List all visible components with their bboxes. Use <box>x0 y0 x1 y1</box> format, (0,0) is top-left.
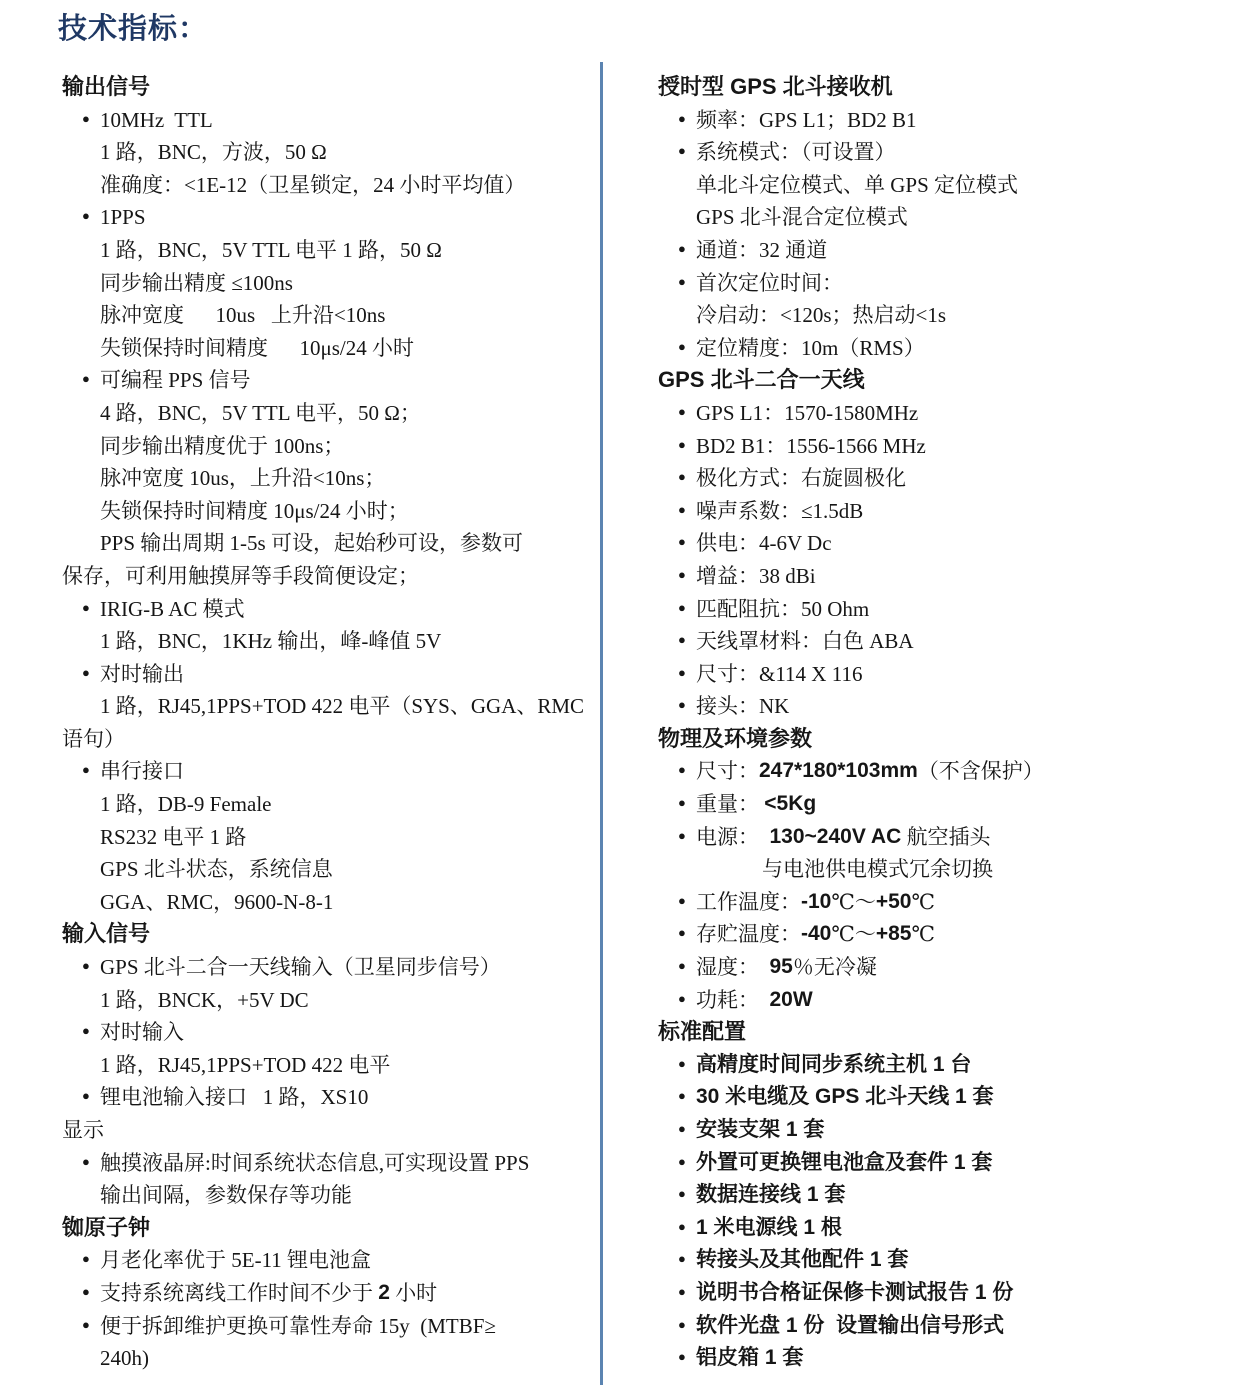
spec-line <box>62 1277 592 1310</box>
text-segment: <5Kg <box>764 792 817 816</box>
spec-line <box>658 397 1236 430</box>
spec-line <box>62 560 592 593</box>
bullet-icon: ● <box>678 762 686 778</box>
text-segment: +85 <box>875 922 912 946</box>
text-segment: 可编程 PPS 信号 <box>100 368 251 393</box>
text-segment: 小时 <box>389 1280 438 1305</box>
text-segment: 高精度时间同步系统主机 1 台 <box>696 1052 972 1076</box>
section-header <box>658 364 1236 397</box>
bullet-icon: ● <box>82 599 90 615</box>
spec-line <box>658 267 1236 300</box>
spec-line <box>658 1114 1236 1147</box>
bullet-icon: ● <box>678 469 686 485</box>
text-segment: 物理及环境参数 <box>658 725 813 751</box>
left-column <box>62 71 592 1375</box>
spec-line <box>658 1147 1236 1180</box>
text-segment: GPS 北斗二合一天线输入（卫星同步信号） <box>100 955 501 980</box>
spec-line <box>62 397 592 430</box>
text-segment: 尺寸： <box>696 759 759 784</box>
right-column <box>658 71 1236 1375</box>
spec-line <box>658 234 1236 267</box>
section-header <box>62 71 592 104</box>
text-segment: 铷原子钟 <box>62 1214 151 1240</box>
spec-line <box>62 267 592 300</box>
bullet-icon: ● <box>82 1251 90 1267</box>
spec-line <box>658 104 1236 137</box>
text-segment: 失锁保持时间精度 10μs/24 小时 <box>100 335 415 360</box>
text-segment: 支持系统离线工作时间不少于 <box>100 1280 379 1305</box>
text-segment: 匹配阻抗：50 Ohm <box>696 596 870 621</box>
spec-line <box>658 886 1236 919</box>
text-segment: 电源： <box>696 824 770 849</box>
text-segment: ℃～ <box>831 889 876 914</box>
bullet-icon: ● <box>678 697 686 713</box>
bullet-icon: ● <box>678 990 686 1006</box>
spec-line <box>62 1049 592 1082</box>
text-segment: 同步输出精度优于 100ns； <box>100 433 345 458</box>
spec-line <box>658 1212 1236 1245</box>
bullet-icon: ● <box>82 1153 90 1169</box>
text-segment: 供电：4-6V Dc <box>696 531 832 556</box>
spec-line <box>62 821 592 854</box>
text-segment: ℃ <box>911 889 935 914</box>
text-segment: 247*180*103mm <box>759 759 918 783</box>
text-segment: GPS L1：1570-1580MHz <box>696 400 919 425</box>
text-segment: 工作温度： <box>696 889 801 914</box>
bullet-icon: ● <box>678 436 686 452</box>
spec-line <box>62 299 592 332</box>
section-header <box>658 71 1236 104</box>
spec-line <box>62 527 592 560</box>
text-segment: 1 米电源线 1 根 <box>696 1215 842 1239</box>
spec-line <box>62 201 592 234</box>
text-segment: GGA、RMC，9600-N-8-1 <box>100 889 334 914</box>
spec-line <box>62 234 592 267</box>
text-segment: 授时型 GPS 北斗接收机 <box>658 74 893 99</box>
bullet-icon: ● <box>678 827 686 843</box>
text-segment: 尺寸：&114 X 116 <box>696 661 863 686</box>
spec-line <box>658 495 1236 528</box>
spec-line <box>658 625 1236 658</box>
spec-line <box>658 1244 1236 1277</box>
spec-line <box>62 625 592 658</box>
text-segment: IRIG-B AC 模式 <box>100 596 245 621</box>
section-header <box>62 1212 592 1245</box>
bullet-icon: ● <box>678 1283 686 1299</box>
text-segment: ℃～ <box>831 922 876 947</box>
text-segment: 1 路，BNC，1KHz 输出，峰-峰值 5V <box>100 629 442 654</box>
text-segment: 锂电池输入接口 1 路，XS10 <box>100 1085 369 1110</box>
text-segment: 天线罩材料：白色 ABA <box>696 629 914 654</box>
spec-line <box>658 821 1236 854</box>
text-segment: 脉冲宽度 10us 上升沿<10ns <box>100 303 386 328</box>
bullet-icon: ● <box>678 501 686 517</box>
spec-line <box>658 201 1236 234</box>
bullet-icon: ● <box>678 1186 686 1202</box>
spec-line <box>658 1179 1236 1212</box>
text-segment: 湿度： <box>696 955 770 980</box>
spec-line <box>62 593 592 626</box>
text-segment: 显示 <box>62 1118 104 1142</box>
spec-line <box>62 1342 592 1375</box>
text-segment: 与电池供电模式冗余切换 <box>762 857 993 882</box>
bullet-icon: ● <box>678 1055 686 1071</box>
text-segment: 1 路，BNC，5V TTL 电平 1 路，50 Ω <box>100 237 442 262</box>
spec-line <box>658 1342 1236 1375</box>
spec-line <box>62 951 592 984</box>
bullet-icon: ● <box>678 1251 686 1267</box>
text-segment: 转接头及其他配件 1 套 <box>696 1248 909 1272</box>
spec-line <box>62 1016 592 1049</box>
spec-line <box>658 1081 1236 1114</box>
text-segment: 语句） <box>62 726 125 751</box>
text-segment: 20W <box>769 987 813 1011</box>
spec-line <box>658 430 1236 463</box>
spec-line <box>658 462 1236 495</box>
spec-line <box>62 169 592 202</box>
bullet-icon: ● <box>678 534 686 550</box>
text-segment: -40 <box>801 922 832 946</box>
text-segment: GPS 北斗二合一天线 <box>658 367 865 393</box>
text-segment: 1 路，DB-9 Female <box>100 792 272 817</box>
bullet-icon: ● <box>678 240 686 256</box>
spec-line <box>62 1179 592 1212</box>
text-segment: ％无冷凝 <box>792 955 877 980</box>
spec-line <box>62 364 592 397</box>
spec-line <box>658 788 1236 821</box>
bullet-icon: ● <box>678 1349 686 1365</box>
spec-line <box>658 169 1236 202</box>
text-segment: 单北斗定位模式、单 GPS 定位模式 <box>696 172 1019 197</box>
spec-line <box>62 104 592 137</box>
spec-line <box>658 918 1236 951</box>
page-title: 技术指标： <box>58 13 209 45</box>
spec-line <box>62 886 592 919</box>
text-segment: 对时输出 <box>100 661 184 686</box>
bullet-icon: ● <box>678 1088 686 1104</box>
text-segment: 航空插头 <box>901 824 991 849</box>
text-segment: 输入信号 <box>62 921 151 947</box>
bullet-icon: ● <box>82 1088 90 1104</box>
text-segment: GPS 北斗混合定位模式 <box>696 205 908 230</box>
spec-line <box>658 984 1236 1017</box>
text-segment: PPS 输出周期 1-5s 可设，起始秒可设，参数可 <box>100 531 523 556</box>
spec-line <box>62 984 592 1017</box>
bullet-icon: ● <box>678 1153 686 1169</box>
bullet-icon: ● <box>678 1316 686 1332</box>
text-segment: 失锁保持时间精度 10μs/24 小时； <box>100 498 409 523</box>
text-segment: 1PPS <box>100 205 146 230</box>
text-segment: 对时输入 <box>100 1020 184 1045</box>
bullet-icon: ● <box>678 1121 686 1136</box>
spec-line <box>62 462 592 495</box>
text-segment: 存贮温度： <box>696 922 801 947</box>
spec-line <box>62 430 592 463</box>
bullet-icon: ● <box>678 338 686 354</box>
spec-line <box>658 951 1236 984</box>
bullet-icon: ● <box>678 664 686 680</box>
text-segment: BD2 B1：1556-1566 MHz <box>696 433 926 458</box>
bullet-icon: ● <box>82 208 90 224</box>
spec-line <box>62 853 592 886</box>
bullet-icon: ● <box>82 1283 90 1299</box>
text-segment: 输出间隔，参数保存等功能 <box>100 1183 352 1208</box>
bullet-icon: ● <box>678 925 686 941</box>
text-segment: 1 路，RJ45,1PPS+TOD 422 电平（SYS、GGA、RMC <box>100 694 585 719</box>
text-segment: 30 米电缆及 GPS 北斗天线 1 套 <box>696 1085 994 1109</box>
text-segment: 说明书合格证保修卡测试报告 1 份 <box>696 1280 1014 1304</box>
bullet-icon: ● <box>678 958 686 974</box>
column-divider <box>600 62 603 1385</box>
text-segment: 2 <box>378 1280 390 1304</box>
bullet-icon: ● <box>82 371 90 387</box>
text-segment: 10MHz TTL <box>100 107 213 132</box>
bullet-icon: ● <box>82 1316 90 1332</box>
bullet-icon: ● <box>678 1218 686 1234</box>
text-segment: 外置可更换锂电池盒及套件 1 套 <box>696 1150 993 1174</box>
text-segment: 频率：GPS L1；BD2 B1 <box>696 107 917 132</box>
text-segment: 保存，可利用触摸屏等手段简便设定； <box>62 563 419 588</box>
text-segment: 系统模式：（可设置） <box>696 140 896 165</box>
bullet-icon: ● <box>678 273 686 289</box>
spec-line <box>62 495 592 528</box>
bullet-icon: ● <box>678 110 686 126</box>
text-segment: GPS 北斗状态，系统信息 <box>100 857 333 882</box>
section-header <box>658 1016 1236 1049</box>
text-segment: RS232 电平 1 路 <box>100 824 247 849</box>
bullet-icon: ● <box>678 892 686 908</box>
bullet-icon: ● <box>678 795 686 811</box>
text-segment: 1 路，BNCK，+5V DC <box>100 987 309 1012</box>
text-segment: 噪声系数：≤1.5dB <box>696 498 864 523</box>
text-segment: +50 <box>875 889 912 913</box>
spec-line <box>62 1244 592 1277</box>
spec-line <box>62 1081 592 1114</box>
text-segment: 触摸液晶屏:时间系统状态信息,可实现设置 PPS <box>100 1150 530 1175</box>
spec-line <box>62 690 592 723</box>
spec-line <box>658 527 1236 560</box>
text-segment: 增益：38 dBi <box>696 563 816 588</box>
spec-line <box>62 755 592 788</box>
bullet-icon: ● <box>678 143 686 159</box>
text-segment: 1 路，RJ45,1PPS+TOD 422 电平 <box>100 1052 391 1077</box>
text-segment: 通道：32 通道 <box>696 237 828 262</box>
text-segment: 4 路，BNC，5V TTL 电平，50 Ω； <box>100 400 421 425</box>
spec-line <box>62 658 592 691</box>
text-segment: 接头：NK <box>696 694 790 719</box>
text-segment: 重量： <box>696 792 765 817</box>
bullet-icon: ● <box>678 403 686 419</box>
bullet-icon: ● <box>82 664 90 680</box>
spec-line <box>658 136 1236 169</box>
text-segment: 首次定位时间： <box>696 270 843 295</box>
text-segment: 功耗： <box>696 987 770 1012</box>
text-segment: 月老化率优于 5E-11 锂电池盒 <box>100 1248 372 1273</box>
text-segment: 极化方式：右旋圆极化 <box>696 466 906 491</box>
spec-line <box>658 299 1236 332</box>
text-segment: 铝皮箱 1 套 <box>696 1346 804 1370</box>
bullet-icon: ● <box>82 1023 90 1039</box>
text-segment: 脉冲宽度 10us，上升沿<10ns； <box>100 466 386 491</box>
spec-line <box>658 658 1236 691</box>
text-segment: 130~240V AC <box>769 824 902 848</box>
spec-line <box>62 332 592 365</box>
text-segment: 软件光盘 1 份 设置输出信号形式 <box>696 1313 1005 1337</box>
spec-line <box>62 136 592 169</box>
bullet-icon: ● <box>678 599 686 615</box>
text-segment: 数据连接线 1 套 <box>696 1183 846 1207</box>
text-segment: 95 <box>769 955 793 979</box>
text-segment: 同步输出精度 ≤100ns <box>100 270 293 295</box>
section-header <box>658 723 1236 756</box>
text-segment: 标准配置 <box>658 1019 747 1045</box>
text-segment: 串行接口 <box>100 759 184 784</box>
text-segment: 定位精度：10m（RMS） <box>696 335 925 360</box>
spec-line <box>62 1310 592 1343</box>
text-segment: 安装支架 1 套 <box>696 1118 825 1141</box>
text-segment: 240h) <box>100 1346 149 1371</box>
spec-line <box>658 1310 1236 1343</box>
spec-line <box>62 1147 592 1180</box>
spec-line <box>62 723 592 756</box>
text-segment: 1 路，BNC，方波，50 Ω <box>100 140 327 165</box>
spec-line <box>62 788 592 821</box>
text-segment: （不含保护） <box>917 759 1044 784</box>
bullet-icon: ● <box>678 566 686 582</box>
bullet-icon: ● <box>82 110 90 126</box>
text-segment: -10 <box>801 889 832 913</box>
spec-line <box>658 1049 1236 1082</box>
spec-line <box>658 332 1236 365</box>
spec-line <box>658 1277 1236 1310</box>
text-segment: ℃ <box>911 922 935 947</box>
bullet-icon: ● <box>82 762 90 778</box>
section-header <box>62 918 592 951</box>
text-segment: 输出信号 <box>62 74 151 99</box>
spec-line <box>658 690 1236 723</box>
spec-line <box>62 1114 592 1147</box>
spec-line <box>658 560 1236 593</box>
spec-line <box>658 755 1236 788</box>
spec-line <box>658 593 1236 626</box>
text-segment: 便于拆卸维护更换可靠性寿命 15y (MTBF≥ <box>100 1313 496 1338</box>
text-segment: 冷启动：<120s；热启动<1s <box>696 303 947 328</box>
spec-line <box>658 853 1236 886</box>
text-segment: 准确度：<1E-12（卫星锁定，24 小时平均值） <box>100 172 526 197</box>
bullet-icon: ● <box>678 632 686 648</box>
bullet-icon: ● <box>82 958 90 974</box>
